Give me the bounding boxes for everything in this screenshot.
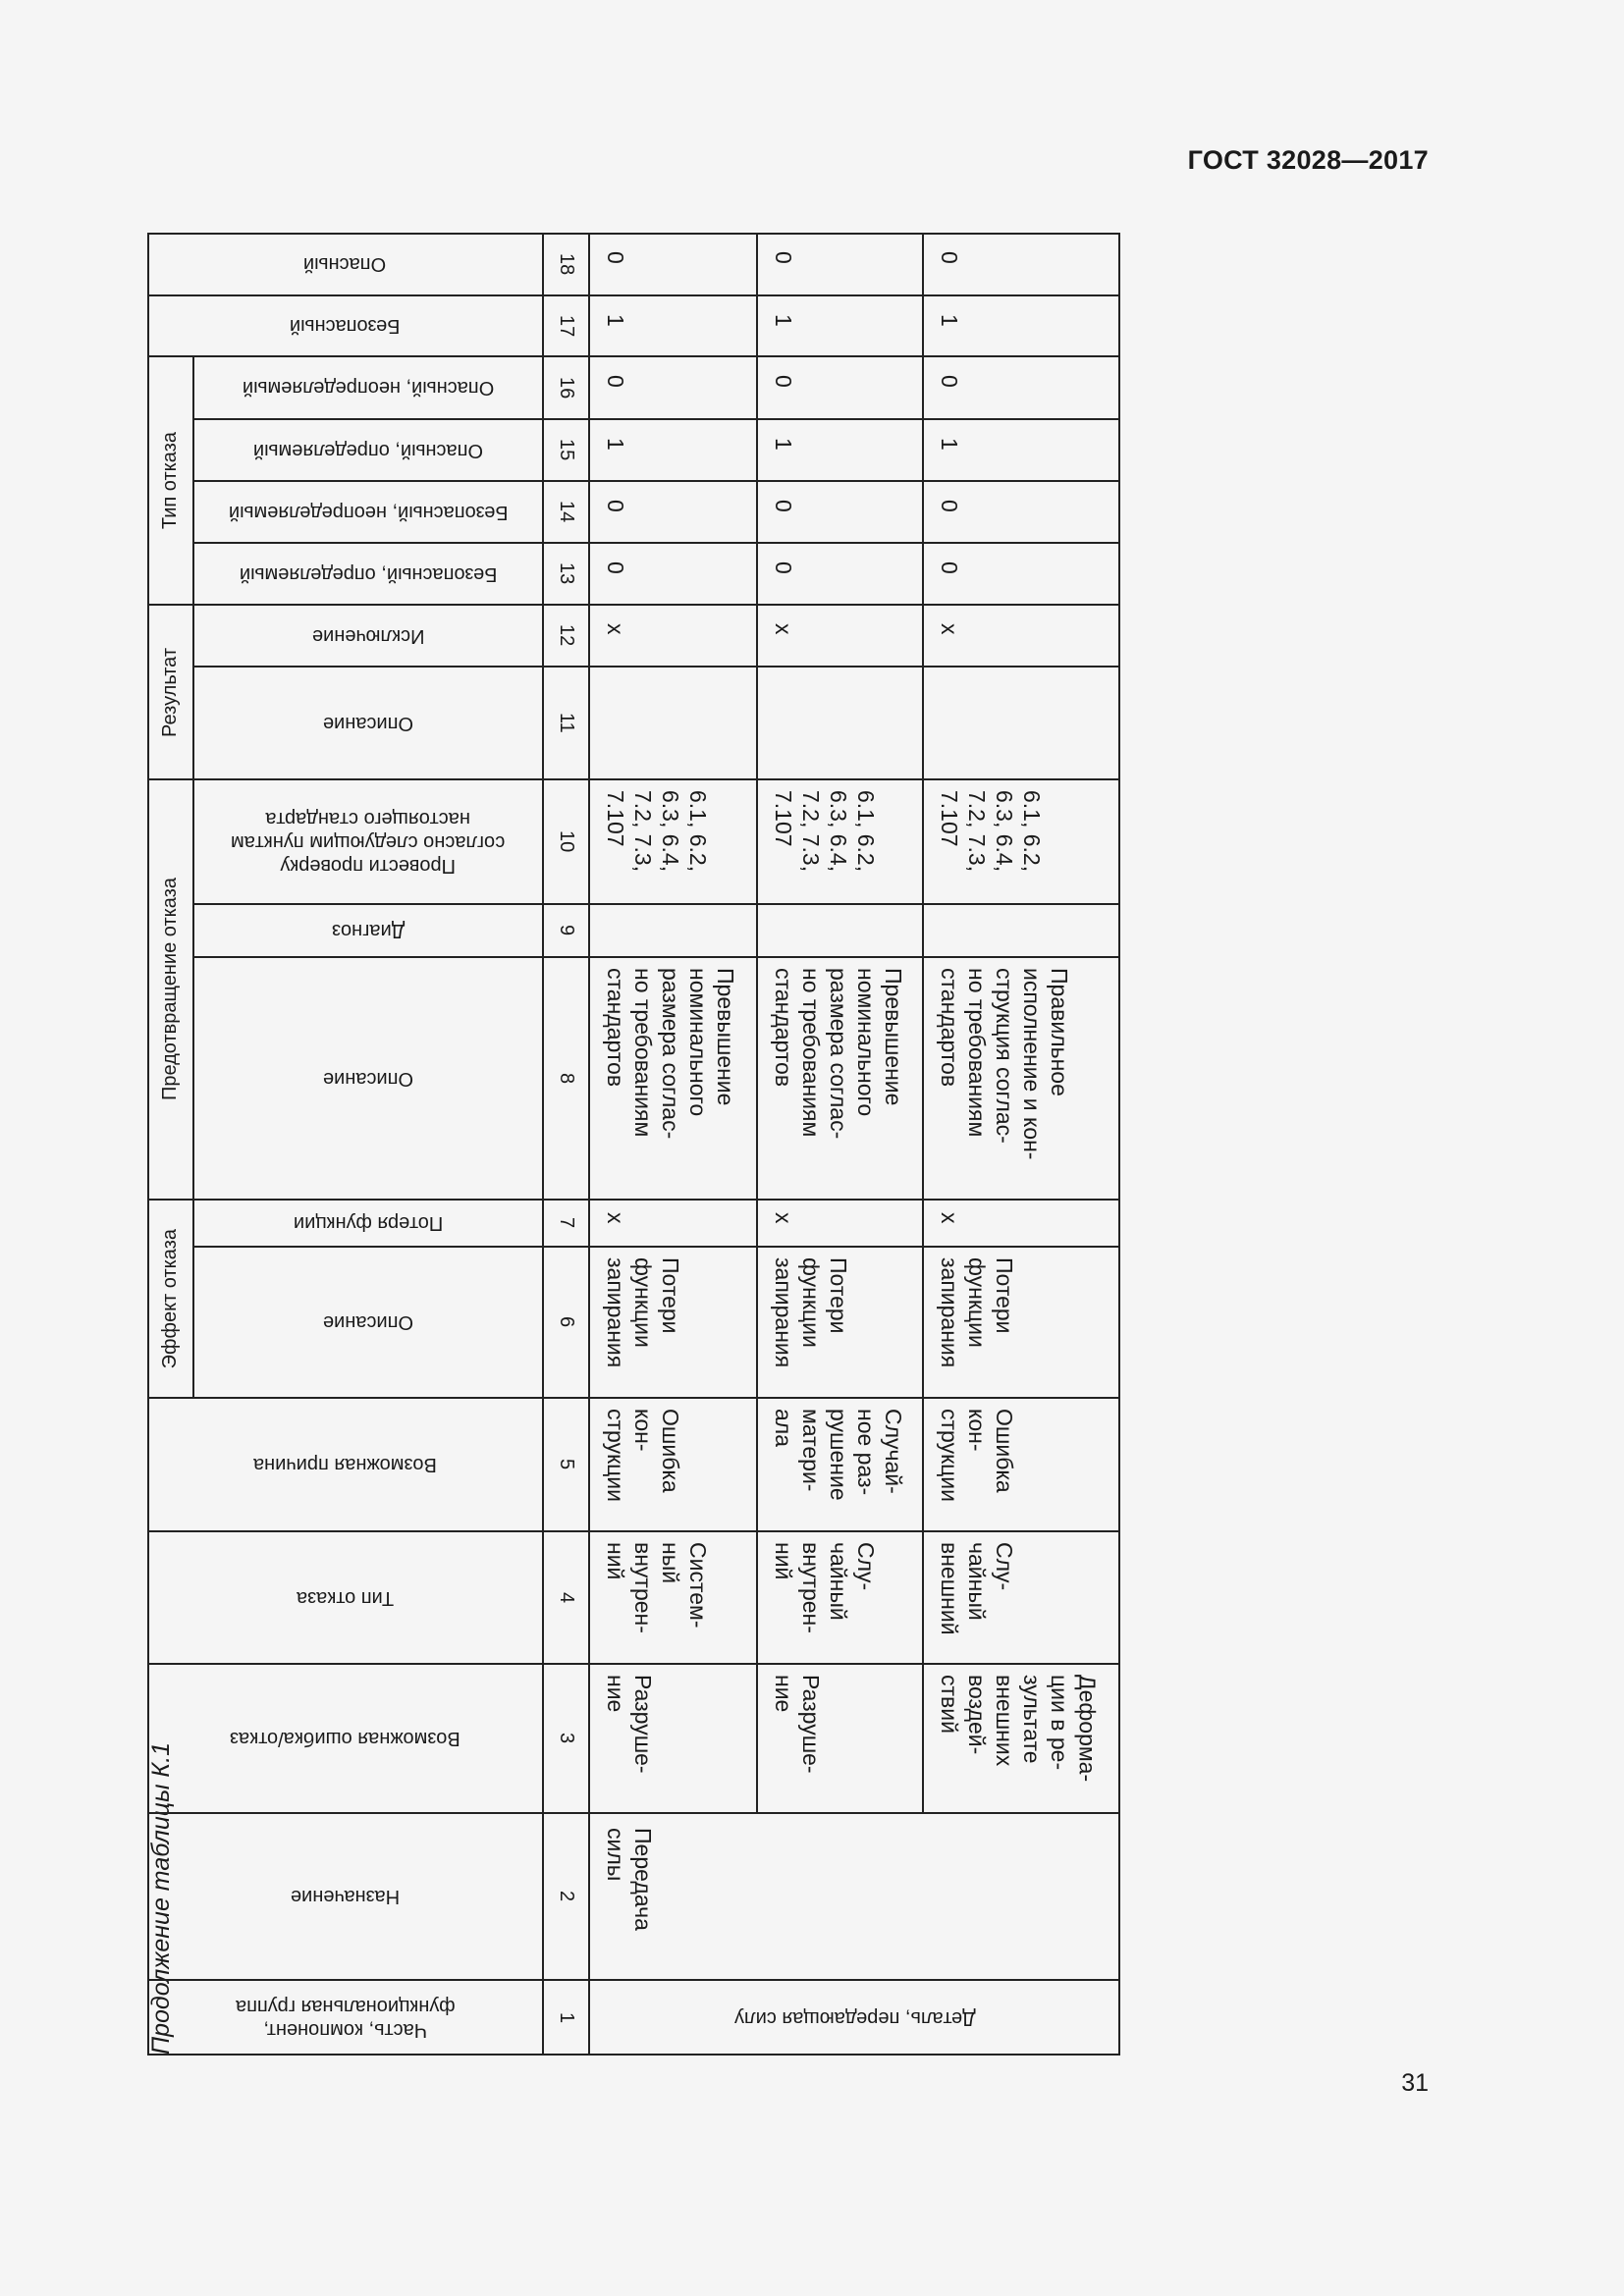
row-1-col-8 [589,957,757,1200]
column-number-7 [543,1200,589,1247]
row-1-col-11 [589,667,757,779]
cell-value: Потери функции запирания [937,1257,1018,1368]
row-1-col-12 [589,605,757,667]
row-2-col-9 [757,904,923,957]
column-number-6 [543,1247,589,1398]
group-header-label: Эффект отказа [159,1228,181,1369]
column-number-label: 12 [556,624,577,647]
header-separator [588,233,590,2056]
cell-value: x [937,623,963,635]
cell-value: x [937,1212,963,1224]
row-3-col-8 [923,957,1120,1200]
column-header-13 [193,543,543,605]
column-number-15 [543,419,589,481]
cell-value: 0 [771,500,797,512]
row-1-col-17 [589,295,757,356]
column-number-17 [543,295,589,356]
column-number-label: 16 [556,376,577,400]
cell-value: Случай- ное раз- рушение матери- ала [771,1409,907,1501]
column-number-label: 13 [556,562,577,585]
column-number-13 [543,543,589,605]
cell-value: Правильное исполнение и кон- струкция соглас- но требованиям стандартов [937,968,1073,1160]
cell-value: Слу- чайный внешний [937,1542,1018,1635]
column-header-8 [193,957,543,1200]
cell-value: 0 [937,251,963,264]
row-2-col-17 [757,295,923,356]
cell-value: x [603,623,629,635]
row-2-col-8 [757,957,923,1200]
cell-value: 6.1, 6.2, 6.3, 6.4, 7.2, 7.3, 7.107 [937,790,1046,873]
column-header-label: Провести проверку согласно следующим пунктам настоящего стандарта [231,807,506,877]
cell-value: Ошибка кон- струкции [937,1409,1018,1502]
cell-value: 0 [603,500,629,512]
column-number-label: 11 [556,713,577,733]
column-number-1 [543,1980,589,2056]
column-header-7 [193,1200,543,1247]
column-header-5 [147,1398,543,1531]
column-header-label: Исключение [311,624,425,647]
cell-value: Слу- чайный внутрен- ний [771,1542,880,1633]
column-header-11 [193,667,543,779]
column-number-label: 14 [556,501,577,523]
column-number-label: 9 [556,925,577,936]
column-number-2 [543,1813,589,1980]
column-header-label: Безопасный, определяемый [239,562,498,585]
row-2-col-7 [757,1200,923,1247]
cell-value: 0 [937,561,963,574]
column-number-label: 7 [556,1217,577,1229]
row-3-col-5 [923,1398,1120,1531]
column-number-11 [543,667,589,779]
row-2-col-14 [757,481,923,543]
column-number-14 [543,481,589,543]
cell-value: 1 [603,438,629,451]
cell-value: 1 [771,314,797,327]
row-2-col-12 [757,605,923,667]
row-3-col-6 [923,1247,1120,1398]
row-3-col-9 [923,904,1120,957]
column-header-17 [147,295,543,356]
column-number-label: 4 [556,1591,577,1604]
row-3-col-11 [923,667,1120,779]
group-header-failure-type [147,356,193,605]
row-3-col-3 [923,1664,1120,1813]
column-header-label: Опасный, неопределяемый [242,377,495,399]
column-header-label: Часть, компонент, функциональная группа [235,1995,456,2041]
column-number-label: 18 [556,252,577,276]
cell-value: Разруше- ние [603,1675,657,1774]
row-1-col-7 [589,1200,757,1247]
row-2-col-4 [757,1531,923,1664]
cell-value: 0 [603,561,629,574]
column-header-4 [147,1531,543,1664]
row-1-col-4 [589,1531,757,1664]
column-number-12 [543,605,589,667]
column-header-10 [193,779,543,904]
cell-value: 1 [937,314,963,327]
row-1-col-10 [589,779,757,904]
column-number-label: 6 [556,1316,577,1328]
column-number-8 [543,957,589,1200]
group-header-label: Результат [159,647,181,737]
row-3-col-12 [923,605,1120,667]
column-number-9 [543,904,589,957]
column-header-label: Описание [322,1067,414,1090]
merged-purpose-cell [589,1813,1120,1980]
column-header-9 [193,904,543,957]
column-header-12 [193,605,543,667]
column-header-label: Описание [322,712,414,734]
column-header-label: Потеря функции [293,1212,444,1234]
row-2-col-3 [757,1664,923,1813]
column-number-4 [543,1531,589,1664]
number-separator [542,233,544,2056]
row-3-col-17 [923,295,1120,356]
column-header-label: Опасный [303,253,387,275]
row-2-col-6 [757,1247,923,1398]
row-1-col-13 [589,543,757,605]
row-1-col-16 [589,356,757,419]
cell-value: 1 [937,438,963,451]
cell-value: 0 [937,500,963,512]
column-number-label: 5 [556,1459,577,1470]
cell-value: Превышение номинального размера соглас- но требованиям стандартов [603,968,739,1140]
column-number-label: 3 [556,1733,577,1744]
column-number-label: 2 [556,1891,577,1902]
group-header-prevention [147,779,193,1200]
cell-value: 1 [771,438,797,451]
standard-header: ГОСТ 32028—2017 [1187,145,1429,175]
row-1-col-5 [589,1398,757,1531]
column-header-18 [147,233,543,295]
column-number-18 [543,233,589,295]
cell-value: Систем- ный внутрен- ний [603,1542,712,1633]
column-number-label: 15 [556,439,577,461]
cell-value: 0 [603,375,629,388]
column-header-label: Тип отказа [296,1586,395,1609]
cell-value: Потери функции запирания [603,1257,684,1368]
column-number-3 [543,1664,589,1813]
group-header-label: Предотвращение отказа [159,878,181,1101]
cell-value: 6.1, 6.2, 6.3, 6.4, 7.2, 7.3, 7.107 [603,790,712,873]
row-3-col-7 [923,1200,1120,1247]
row-2-col-18 [757,233,923,295]
row-1-col-9 [589,904,757,957]
row-3-col-13 [923,543,1120,605]
cell-value: 0 [603,251,629,264]
group-header-effect [147,1200,193,1398]
row-2-col-15 [757,419,923,481]
cell-value: Деформа- ции в ре- зультате внешних воздей- ствий [937,1675,1101,1783]
column-header-label: Безопасный [290,315,401,337]
group-header-result [147,605,193,779]
cell-value: 0 [771,251,797,264]
row-3-col-15 [923,419,1120,481]
row-1-col-15 [589,419,757,481]
column-number-10 [543,779,589,904]
row-2-col-16 [757,356,923,419]
column-header-15 [193,419,543,481]
column-header-label: Диагноз [331,920,406,941]
cell-value: x [771,1212,797,1224]
cell-value: Разруше- ние [771,1675,825,1774]
cell-value: 0 [771,561,797,574]
column-header-label: Возможная ошибка/отказ [230,1728,460,1749]
column-header-3 [147,1664,543,1813]
row-2-col-13 [757,543,923,605]
column-header-label: Описание [322,1311,414,1333]
continuation-text: Продолжение таблицы К.1 [147,1742,175,2055]
column-number-label: 1 [556,2011,577,2024]
cell-value: Превышение номинального размера соглас- но требованиям стандартов [771,968,907,1140]
column-header-label: Возможная причина [253,1454,437,1475]
cell-value: x [771,623,797,635]
row-3-col-10 [923,779,1120,904]
column-header-6 [193,1247,543,1398]
column-header-1 [147,1980,543,2056]
cell-value: Потери функции запирания [771,1257,852,1368]
row-2-col-5 [757,1398,923,1531]
row-3-col-18 [923,233,1120,295]
cell-value: Ошибка кон- струкции [603,1409,684,1502]
cell-value: x [603,1212,629,1224]
row-3-col-14 [923,481,1120,543]
column-header-16 [193,356,543,419]
cell-value: 0 [937,375,963,388]
page-number: 31 [1401,2069,1429,2097]
column-number-label: 10 [556,830,577,853]
failure-analysis-table [147,233,1120,2056]
column-number-5 [543,1398,589,1531]
row-2-col-11 [757,667,923,779]
column-header-label: Безопасный, неопределяемый [228,501,509,523]
row-1-col-6 [589,1247,757,1398]
column-number-label: 17 [556,314,577,338]
row-3-col-4 [923,1531,1120,1664]
purpose-text: Передача силы [603,1828,657,1931]
row-3-col-16 [923,356,1120,419]
column-header-2 [147,1813,543,1980]
cell-value: 6.1, 6.2, 6.3, 6.4, 7.2, 7.3, 7.107 [771,790,880,873]
row-1-col-18 [589,233,757,295]
merged-part-cell [589,1980,1120,2056]
part-name-text: Деталь, передающая силу [733,2006,976,2029]
group-header-label: Тип отказа [159,431,181,530]
row-1-col-3 [589,1664,757,1813]
column-number-label: 8 [556,1072,577,1085]
cell-value: 0 [771,375,797,388]
column-header-label: Опасный, определяемый [252,439,484,461]
cell-value: 1 [603,314,629,327]
column-number-16 [543,356,589,419]
column-header-14 [193,481,543,543]
row-1-col-14 [589,481,757,543]
row-2-col-10 [757,779,923,904]
column-header-label: Назначение [290,1886,401,1907]
